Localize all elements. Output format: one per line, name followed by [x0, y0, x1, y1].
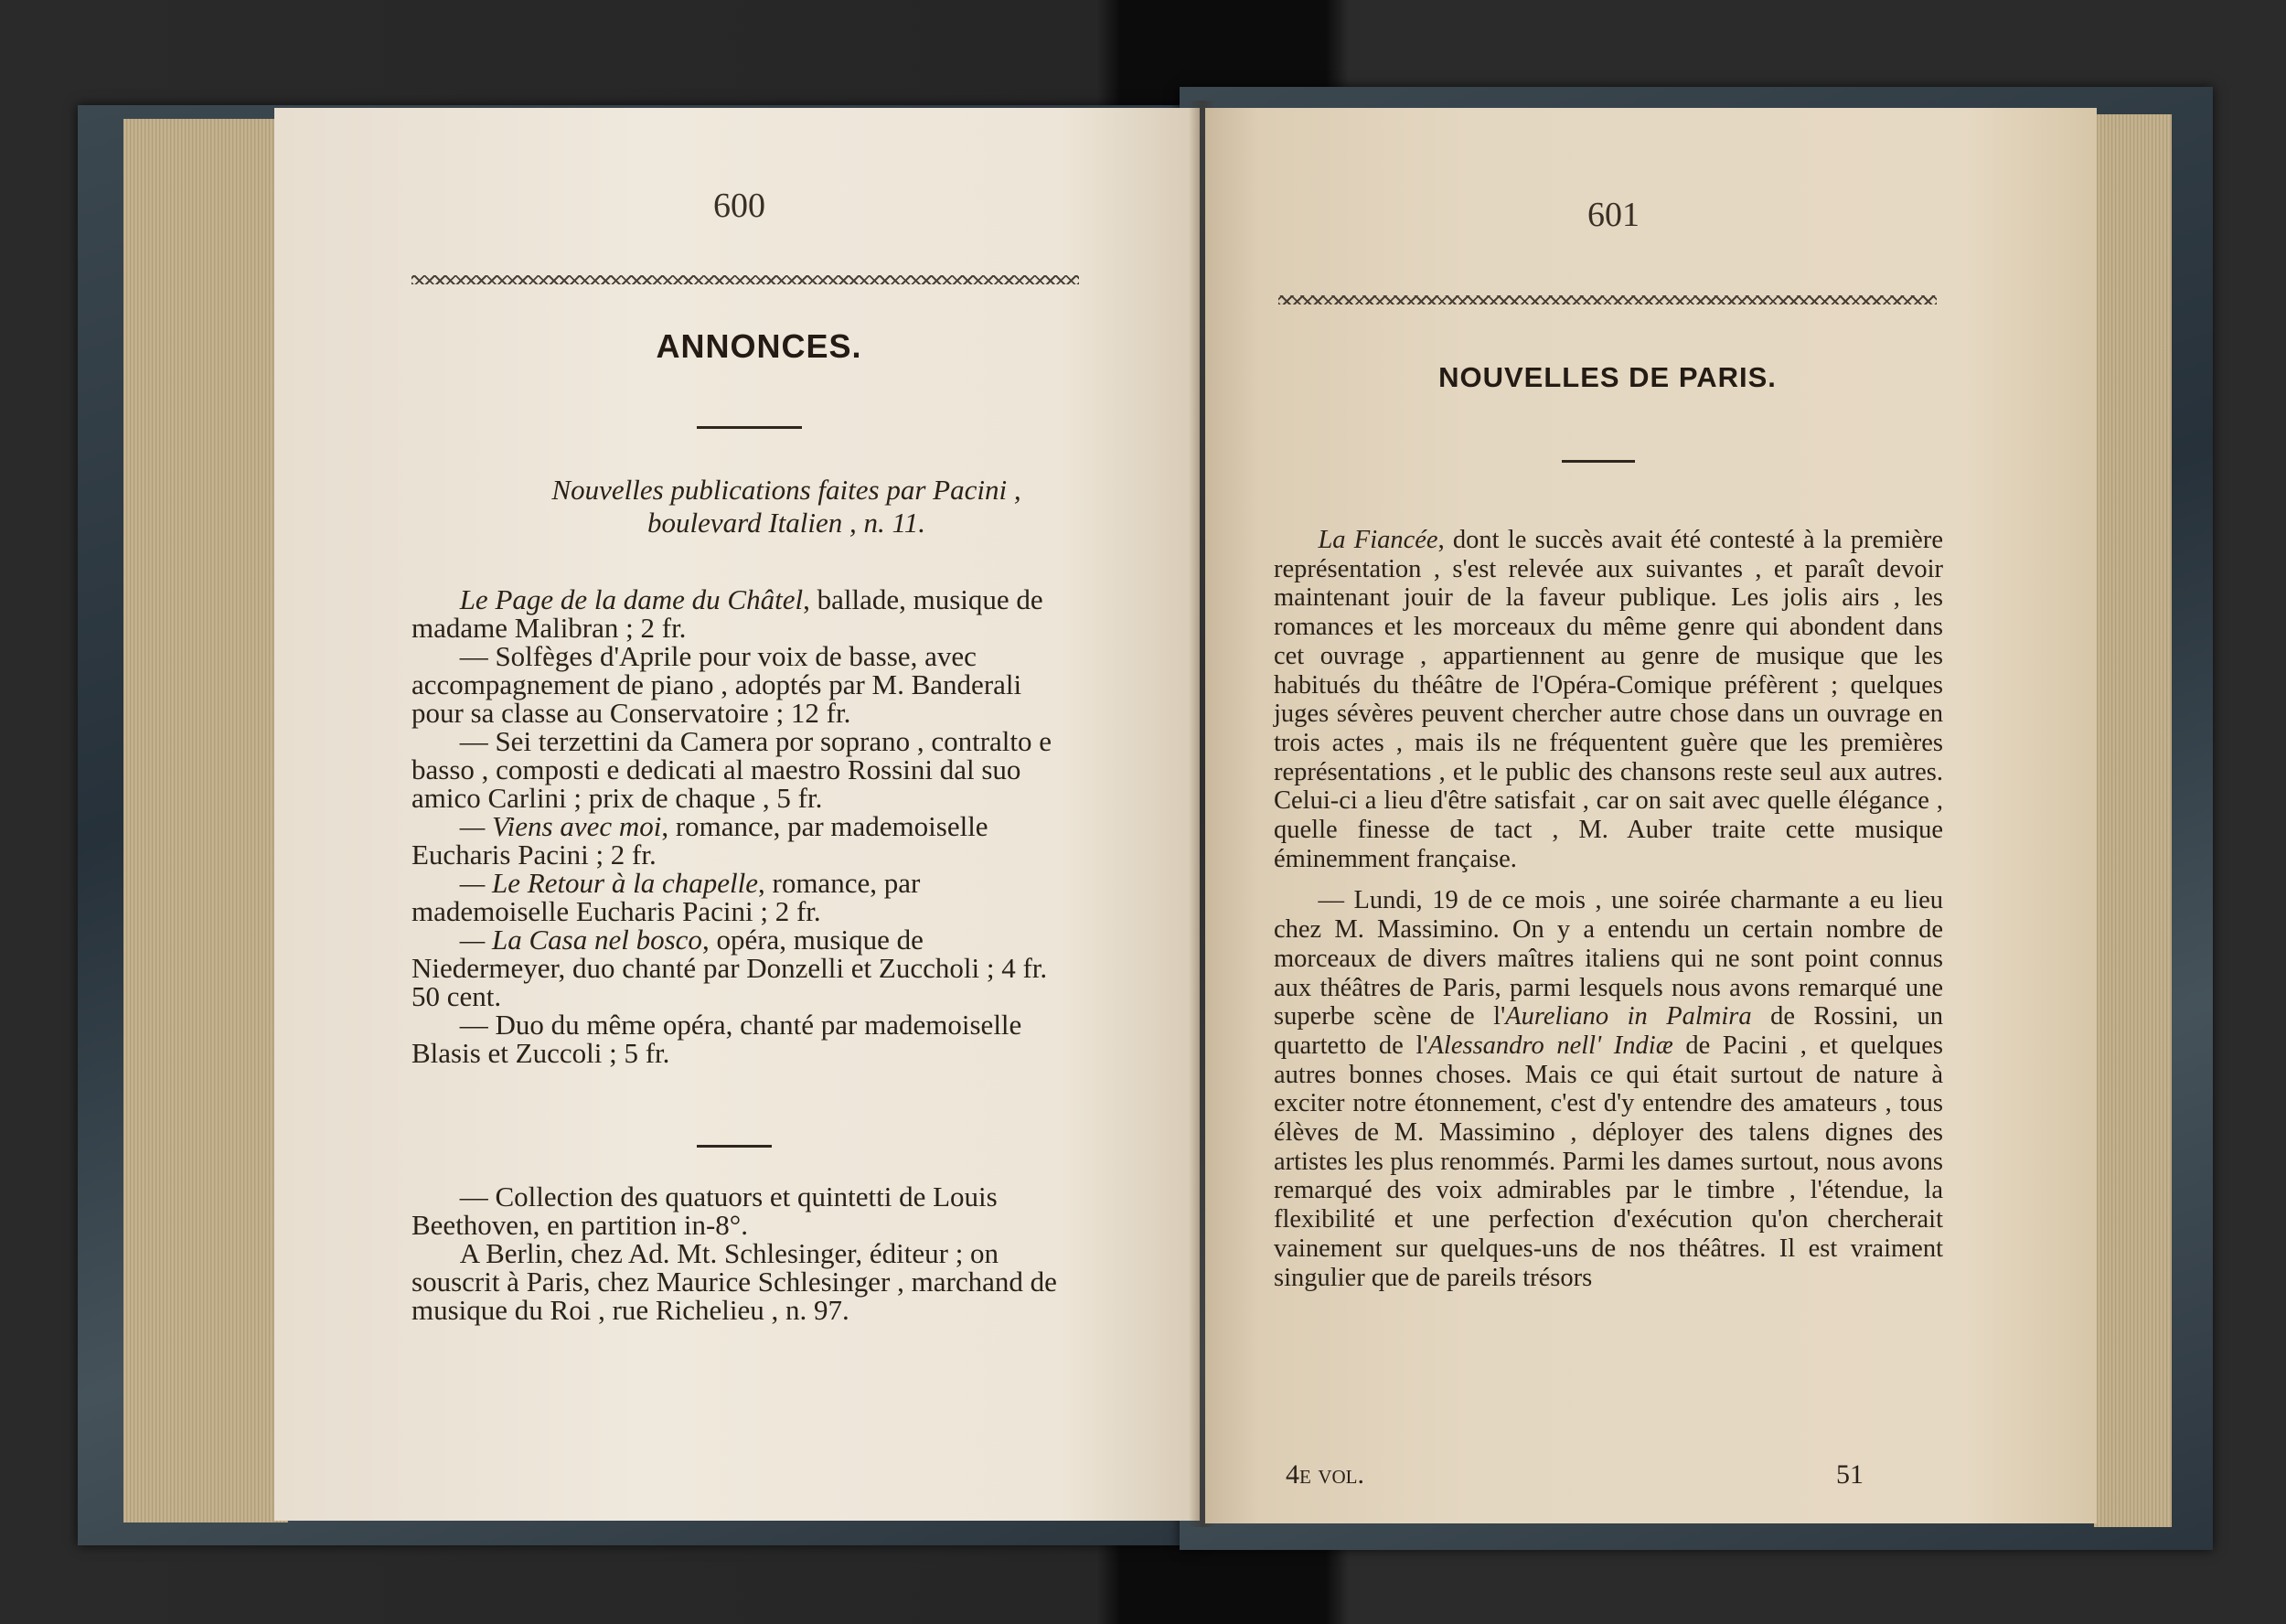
- fiancee-paragraph: [1274, 526, 1943, 873]
- announcement-item: [411, 727, 1079, 812]
- paragraph-text: — Lundi, 19 de ce mois , une soirée charmante a eu lieu chez M. Massimino. On y a entendu un certain nombre de morceaux de divers maîtres italiens qui ne sont point connus aux théâtres de Paris, parmi lesquels nous avons remarqué une superbe scène de l': [1274, 886, 1943, 1031]
- announcement-title: — La Casa nel bosco: [459, 924, 702, 956]
- right-page-edges: [2094, 114, 2172, 1527]
- section-heading: NOUVELLES DE PARIS.: [1438, 361, 1777, 393]
- announcement-text: — Duo du même opéra, chanté par mademoiselle Blasis et Zuccoli ; 5 fr.: [411, 1009, 1022, 1069]
- announcement-text: , romance, par mademoiselle Eucharis Pacini ; 2 fr.: [411, 810, 988, 871]
- short-rule: [697, 426, 802, 429]
- announcement-item: [411, 1010, 1079, 1067]
- left-page: [274, 108, 1200, 1521]
- announcement-text: — Solfèges d'Aprile pour voix de basse, avec accompagnement de piano , adoptés par M. Banderali pour sa classe au Conservatoire ; 12 fr.: [411, 640, 1022, 729]
- section-heading: ANNONCES.: [656, 327, 862, 365]
- subheading-line-1: Nouvelles publications faites par Pacini ,: [551, 474, 1021, 506]
- announcement-item: [411, 642, 1079, 727]
- right-page: [1205, 108, 2097, 1523]
- short-rule: [697, 1145, 772, 1148]
- collection-block: [411, 1182, 1079, 1324]
- short-rule: [1562, 460, 1635, 463]
- announcements-list: [411, 585, 1079, 1067]
- subheading-line-2: boulevard Italien , n. 11.: [647, 507, 925, 539]
- page-number: 600: [713, 187, 765, 225]
- volume-signature: 4e vol.: [1286, 1459, 1364, 1490]
- berlin-paragraph: A Berlin, chez Ad. Mt. Schlesinger, éditeur ; on souscrit à Paris, chez Maurice Schlesinger , marchand de musique du Roi , rue Richelieu , n. 97.: [411, 1237, 1057, 1326]
- announcement-text: , opéra, musique de Niedermeyer, duo chanté par Donzelli et Zuccholi ; 4 fr. 50 cent.: [411, 924, 1048, 1012]
- page-number: 601: [1587, 196, 1640, 234]
- announcement-item: [411, 925, 1079, 1010]
- news-body: [1274, 526, 1943, 1292]
- wavy-rule: [1278, 295, 1937, 304]
- opera-title: Alessandro nell' Indiæ: [1427, 1031, 1673, 1060]
- massimino-paragraph: [1274, 886, 1943, 1292]
- publisher-subheading: [457, 474, 1116, 540]
- announcement-title: — Viens avec moi: [459, 810, 662, 842]
- announcement-item: [411, 585, 1079, 642]
- announcement-text: — Sei terzettini da Camera por soprano , contralto e basso , composti e dedicati al maestro Rossini dal suo amico Carlini ; prix de chaque , 5 fr.: [411, 725, 1052, 814]
- announcement-item: [411, 869, 1079, 925]
- signature-number: 51: [1836, 1459, 1864, 1490]
- wavy-rule: [411, 275, 1079, 284]
- paragraph-text: de Pacini , et quelques autres bonnes choses. Mais ce qui était surtout de nature à exciter notre étonnement, c'est d'y entendre des amateurs , tous élèves de M. Massimino , déployer des talens dignes des artistes les plus renommés. Parmi les dames surtout, nous avons remarqué des voix admirables par le timbre , l'étendue, la flexibilité et une perfection d'exécution qu'on chercherait vainement sur quelques-uns de nos théâtres. Il est vraiment singulier que de pareils trésors: [1274, 1031, 1943, 1292]
- opera-title: La Fiancée: [1318, 526, 1438, 554]
- announcement-item: [411, 812, 1079, 869]
- opera-title: Aureliano in Palmira: [1505, 1002, 1752, 1031]
- announcement-text: , ballade, musique de madame Malibran ; 2 fr.: [411, 583, 1043, 644]
- announcement-text: , romance, par mademoiselle Eucharis Pacini ; 2 fr.: [411, 867, 921, 927]
- left-page-edges: [123, 119, 288, 1522]
- paragraph-text: , dont le succès avait été contesté à la première représentation , s'est relevée aux suivantes , et paraît devoir maintenant jouir de la faveur publique. Les jolis airs , les romances et les morceaux du même genre qui abondent dans cet ouvrage , appartiennent au genre de musique que les habitués du théâtre de l'Opéra-Comique préfèrent ; quelques juges sévères peuvent chercher autre chose dans un ouvrage en trois actes , mais ils ne fréquentent guère que les premières représentations , et le public des chansons reste seul aux autres. Celui-ci a lieu d'être satisfait , car on sait avec quelle élégance , quelle finesse de tact , M. Auber traite cette musique éminemment française.: [1274, 526, 1943, 873]
- announcement-title: — Le Retour à la chapelle: [459, 867, 758, 899]
- paragraph-text: de Rossini, un quartetto de l': [1274, 1002, 1944, 1060]
- announcement-title: Le Page de la dame du Châtel: [459, 583, 804, 615]
- collection-paragraph: — Collection des quatuors et quintetti de Louis Beethoven, en partition in-8°.: [411, 1181, 998, 1241]
